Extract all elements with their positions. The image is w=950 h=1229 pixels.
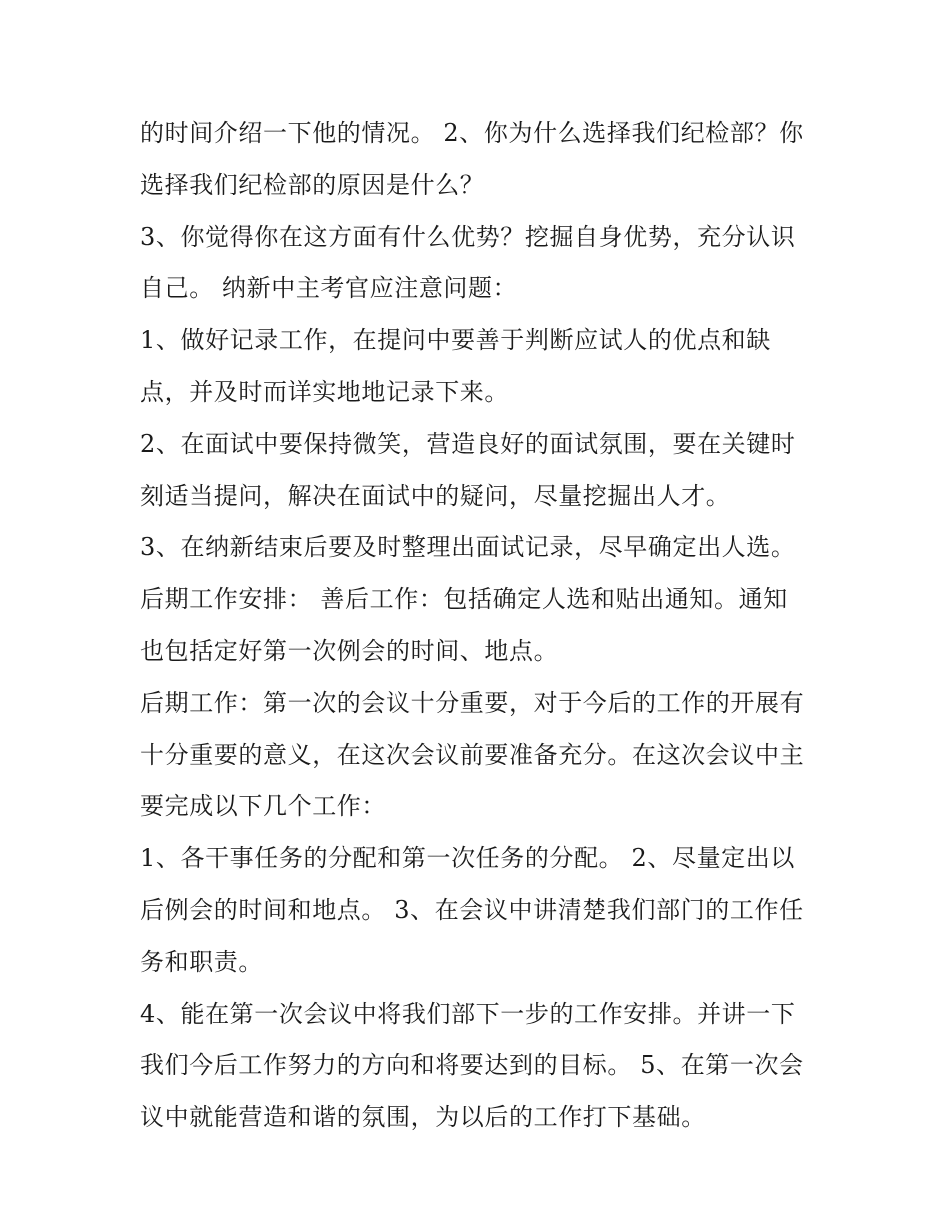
text-line: 刻适当提问，解决在面试中的疑问，尽量挖掘出人才。	[140, 481, 731, 510]
text-line: 自己。 纳新中主考官应注意问题：	[140, 274, 518, 303]
text-line: 点，并及时而详实地地记录下来。	[140, 377, 509, 406]
text-line: 3、在纳新结束后要及时整理出面试记录，尽早确定出人选。	[140, 533, 796, 562]
text-line: 议中就能营造和谐的氛围，为以后的工作打下基础。	[140, 1103, 706, 1132]
text-line: 要完成以下几个工作：	[140, 792, 386, 821]
text-line: 4、能在第一次会议中将我们部下一步的工作安排。并讲一下	[140, 999, 796, 1028]
text-line: 务和职责。	[140, 947, 263, 976]
text-line: 后期工作安排： 善后工作：包括确定人选和贴出通知。通知	[140, 585, 788, 614]
text-line: 1、各干事任务的分配和第一次任务的分配。 2、尽量定出以	[140, 844, 795, 873]
text-line: 后例会的时间和地点。 3、在会议中讲清楚我们部门的工作任	[140, 895, 804, 924]
text-line: 的时间介绍一下他的情况。 2、你为什么选择我们纪检部？你	[140, 119, 804, 147]
text-line: 我们今后工作努力的方向和将要达到的目标。 5、在第一次会	[140, 1051, 804, 1080]
document-body	[140, 108, 820, 1144]
text-line: 也包括定好第一次例会的时间、地点。	[140, 636, 559, 665]
text-line: 十分重要的意义，在这次会议前要准备充分。在这次会议中主	[140, 740, 805, 769]
text-line: 3、你觉得你在这方面有什么优势？挖掘自身优势，充分认识	[140, 222, 796, 251]
text-line: 选择我们纪检部的原因是什么？	[140, 170, 485, 199]
text-line: 2、在面试中要保持微笑，营造良好的面试氛围，要在关键时	[140, 429, 796, 458]
text-line: 1、做好记录工作，在提问中要善于判断应试人的优点和缺	[140, 326, 771, 355]
text-line: 后期工作：第一次的会议十分重要，对于今后的工作的开展有	[140, 688, 805, 717]
